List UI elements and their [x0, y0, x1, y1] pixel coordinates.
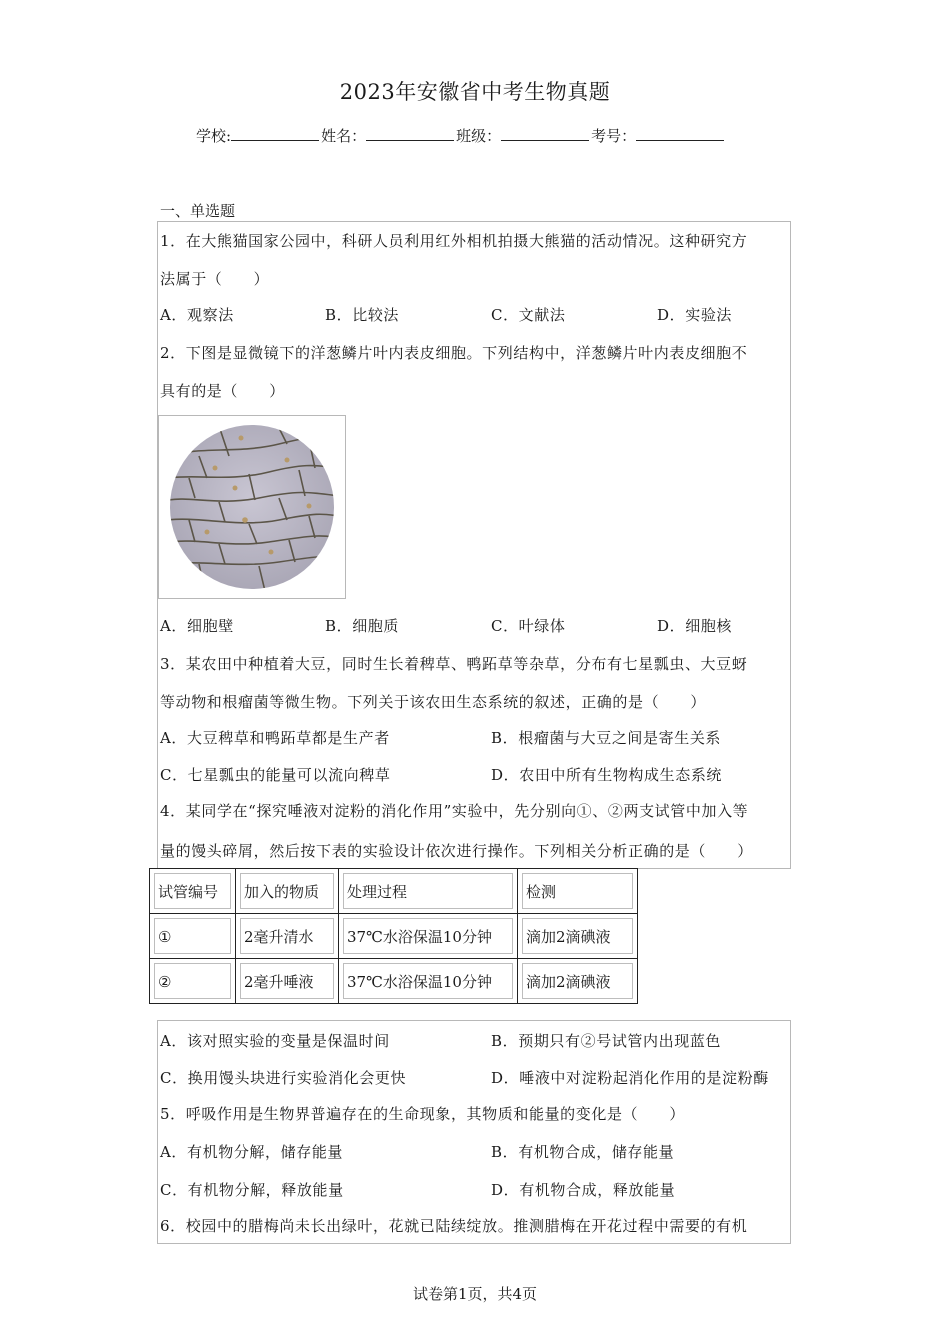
- section-heading: 一、单选题: [160, 202, 236, 220]
- table-header-cell: 加入的物质: [240, 873, 334, 909]
- table-cell: ①: [154, 918, 231, 954]
- exam-title: 2023年安徽省中考生物真题: [339, 80, 611, 104]
- q2-stem-line2: 具有的是（ ）: [160, 382, 285, 400]
- q6-stem-line1: 6．校园中的腊梅尚未长出绿叶，花就已陆续绽放。推测腊梅在开花过程中需要的有机: [160, 1217, 748, 1235]
- q5-option-b: B．有机物合成，储存能量: [491, 1143, 675, 1161]
- q3-option-d: D．农田中所有生物构成生态系统: [491, 766, 723, 784]
- onion-cell-image: [159, 416, 345, 598]
- table-cell: 37℃水浴保温10分钟: [343, 918, 513, 954]
- table-header-cell: 试管编号: [154, 873, 231, 909]
- table-cell: 滴加2滴碘液: [522, 918, 633, 954]
- q1-stem-line1: 1．在大熊猫国家公园中，科研人员利用红外相机拍摄大熊猫的活动情况。这种研究方: [160, 232, 748, 250]
- exam-number-label: 考号：: [591, 127, 637, 145]
- q2-stem-line1: 2．下图是显微镜下的洋葱鳞片叶内表皮细胞。下列结构中，洋葱鳞片叶内表皮细胞不: [160, 344, 748, 362]
- table-row: [150, 914, 638, 959]
- table-cell: ②: [154, 963, 231, 999]
- q4-stem-line2: 量的馒头碎屑，然后按下表的实验设计依次进行操作。下列相关分析正确的是（ ）: [160, 842, 753, 860]
- q5-stem-line1: 5．呼吸作用是生物界普遍存在的生命现象，其物质和能量的变化是（ ）: [160, 1105, 685, 1123]
- table-header-cell: 处理过程: [343, 873, 513, 909]
- q4-option-b: B．预期只有②号试管内出现蓝色: [491, 1032, 722, 1050]
- table-cell: 2毫升清水: [240, 918, 334, 954]
- school-label: 学校:: [196, 127, 232, 145]
- q1-option-c: C．文献法: [491, 306, 566, 324]
- student-info-row: [196, 125, 726, 146]
- name-label: 姓名：: [321, 127, 367, 145]
- experiment-table: [149, 868, 638, 1004]
- q2-option-a: A．细胞壁: [160, 617, 234, 635]
- table-row: [150, 959, 638, 1004]
- exam-number-blank: [636, 126, 724, 141]
- table-header-cell: 检测: [522, 873, 633, 909]
- q4-option-a: A．该对照实验的变量是保温时间: [160, 1032, 390, 1050]
- page-footer: 试卷第1页，共4页: [412, 1285, 538, 1303]
- table-header-row: [150, 869, 638, 914]
- table-cell: 滴加2滴碘液: [522, 963, 633, 999]
- onion-cell-micrograph: [158, 415, 346, 599]
- table-cell: 37℃水浴保温10分钟: [343, 963, 513, 999]
- q1-option-b: B．比较法: [325, 306, 400, 324]
- q3-option-c: C．七星瓢虫的能量可以流向稗草: [160, 766, 391, 784]
- q1-option-a: A．观察法: [160, 306, 234, 324]
- table-cell: 2毫升唾液: [240, 963, 334, 999]
- q3-option-a: A．大豆稗草和鸭跖草都是生产者: [160, 729, 390, 747]
- q3-stem-line2: 等动物和根瘤菌等微生物。下列关于该农田生态系统的叙述，正确的是（ ）: [160, 693, 707, 711]
- class-blank: [501, 126, 589, 141]
- class-label: 班级：: [456, 127, 502, 145]
- question-frame-bottom: [157, 1020, 791, 1244]
- q4-option-c: C．换用馒头块进行实验消化会更快: [160, 1069, 407, 1087]
- q1-stem-line2: 法属于（ ）: [160, 270, 270, 288]
- q3-stem-line1: 3．某农田中种植着大豆，同时生长着稗草、鸭跖草等杂草，分布有七星瓢虫、大豆蚜: [160, 655, 748, 673]
- q2-option-d: D．细胞核: [657, 617, 733, 635]
- name-blank: [366, 126, 454, 141]
- q2-option-c: C．叶绿体: [491, 617, 566, 635]
- q4-stem-line1: 4．某同学在“探究唾液对淀粉的消化作用”实验中，先分别向①、②两支试管中加入等: [160, 802, 749, 820]
- q5-option-c: C．有机物分解，释放能量: [160, 1181, 344, 1199]
- q5-option-d: D．有机物合成，释放能量: [491, 1181, 676, 1199]
- q4-option-d: D．唾液中对淀粉起消化作用的是淀粉酶: [491, 1069, 769, 1087]
- school-blank: [231, 126, 319, 141]
- q1-option-d: D．实验法: [657, 306, 733, 324]
- q3-option-b: B．根瘤菌与大豆之间是寄生关系: [491, 729, 722, 747]
- q5-option-a: A．有机物分解，储存能量: [160, 1143, 344, 1161]
- q2-option-b: B．细胞质: [325, 617, 400, 635]
